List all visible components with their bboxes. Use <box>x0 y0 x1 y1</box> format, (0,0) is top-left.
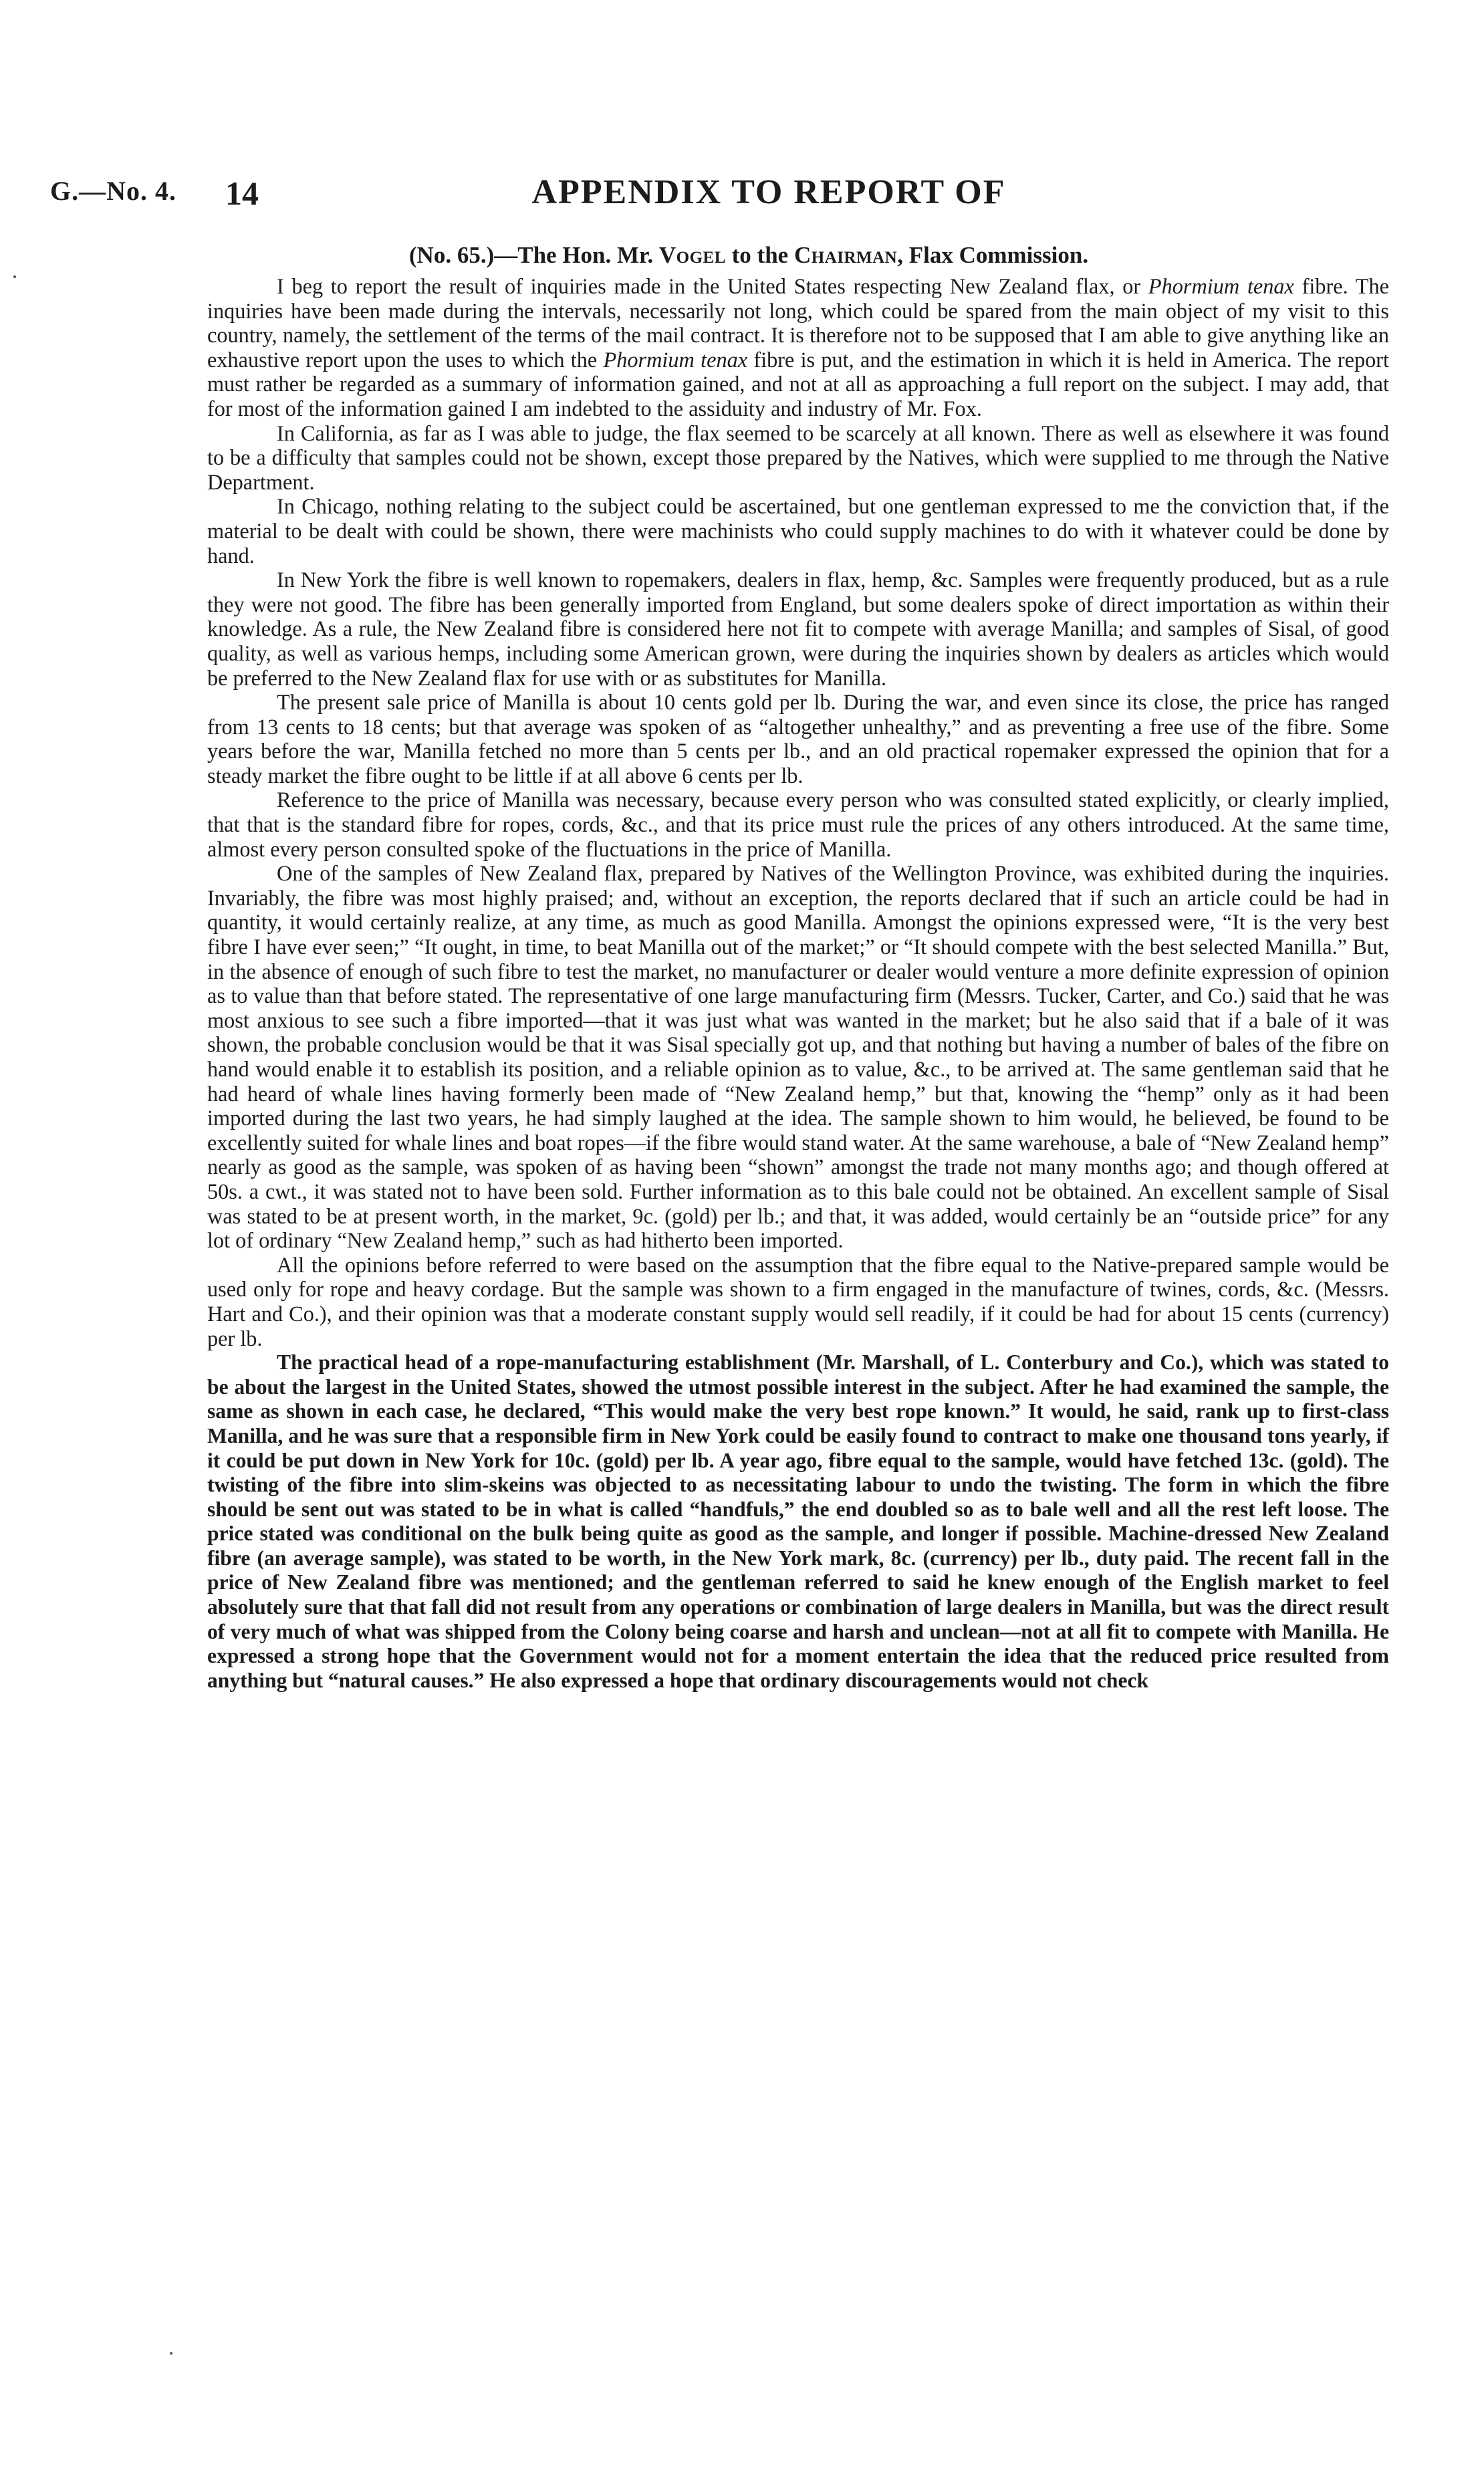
paragraph-4: In New York the fibre is well known to ropemakers, dealers in flax, hemp, &c. Samples were frequently produced, but as a rule they were not good. The fibre has been generally imported from England, but some dealers spoke of direct importation as within their knowledge. As a rule, the New Zealand fibre is considered here not fit to compete with average Manilla; and samples of Sisal, of good quality, as well as various hemps, including some American grown, were during the inquiries shown by dealers as articles which would be preferred to the New Zealand flax for use with or as substitutes for Manilla. <box>207 568 1389 690</box>
scan-speck <box>13 275 16 278</box>
paragraph-1-part-c: fibre. The inquiries have been made during the intervals, necessarily not long, which could be spared from the main object of my visit to this country, namely, the settlement of the terms of the mail contract. It is therefore not to be supposed that I am able to give anything like an exhaustive report upon the uses to which the <box>207 274 1389 372</box>
letter-heading <box>0 242 1484 269</box>
paragraph-2: In California, as far as I was able to judge, the flax seemed to be scarcely at all known. There as well as elsewhere it was found to be a difficulty that samples could not be shown, except those prepared by the Natives, which were supplied to me through the Native Department. <box>207 421 1389 494</box>
letter-heading-middle: to the <box>725 242 794 268</box>
paragraph-1-part-a: I beg to report the result of inquiries made in the United States respecting New Zealand flax, or <box>277 274 1148 298</box>
species-name: Phormium tenax <box>1148 274 1294 298</box>
letter-sender: Vogel <box>658 242 726 268</box>
scan-speck <box>170 2352 172 2355</box>
paragraph-5: The present sale price of Manilla is about 10 cents gold per lb. During the war, and even since its close, the price has ranged from 13 cents to 18 cents; but that average was spoken of as “altogether unhealthy,” and as preventing a free use of the fibre. Some years before the war, Manilla fetched no more than 5 cents per lb., and an old practical ropemaker expressed the opinion that for a steady market the fibre ought to be little if at all above 6 cents per lb. <box>207 690 1389 788</box>
letter-heading-suffix: , Flax Commission. <box>897 242 1089 268</box>
letter-body <box>207 274 1389 1693</box>
paragraph-8: All the opinions before referred to were based on the assumption that the fibre equal to the Native-prepared sample would be used only for rope and heavy cordage. But the sample was shown to a firm engaged in the manufacture of twines, cords, &c. (Messrs. Hart and Co.), and their opinion was that a moderate constant supply would sell readily, if it could be had for about 15 cents (currency) per lb. <box>207 1252 1389 1350</box>
page-title: APPENDIX TO REPORT OF <box>531 173 1006 211</box>
paragraph-6: Reference to the price of Manilla was necessary, because every person who was consulted stated explicitly, or clearly implied, that that is the standard fibre for ropes, cords, &c., and that its price must rule the prices of any others introduced. At the same time, almost every person consulted spoke of the fluctuations in the price of Manilla. <box>207 788 1389 861</box>
letter-heading-prefix: (No. 65.)—The Hon. Mr. <box>408 242 659 268</box>
paragraph-1-part-e: fibre is put, and the estimation in which it is held in America. The report must rather be regarded as a summary of information gained, and not at all as approaching a full report on the subject. I may add, that for most of the information gained I am indebted to the assiduity and industry of Mr. Fox. <box>207 347 1389 421</box>
paragraph-3: In Chicago, nothing relating to the subject could be ascertained, but one gentleman expressed to me the conviction that, if the material to be dealt with could be shown, there were machinists who could supply machines to do with it whatever could be done by hand. <box>207 494 1389 568</box>
paragraph-7: One of the samples of New Zealand flax, prepared by Natives of the Wellington Province, was exhibited during the inquiries. Invariably, the fibre was most highly praised; and, without an exception, the reports declared that if such an article could be had in quantity, it would certainly realize, at any time, as much as good Manilla. Amongst the opinions expressed were, “It is the very best fibre I have ever seen;” “It ought, in time, to beat Manilla out of the market;” or “It should compete with the best selected Manilla.” But, in the absence of enough of such fibre to test the market, no manufacturer or dealer would venture a more definite expression of opinion as to value than that before stated. The representative of one large manufacturing firm (Messrs. Tucker, Carter, and Co.) said that he was most anxious to see such a fibre imported—that it was just what was wanted in the market; but he also said that if a bale of it was shown, the probable conclusion would be that it was Sisal specially got up, and that nothing but having a number of bales of the fibre on hand would enable it to establish its position, and a reliable opinion as to value, &c., to be arrived at. The same gentleman said that he had heard of whale lines having formerly been made of “New Zealand hemp,” but that, knowing the “hemp” only as it had been imported during the last two years, he had simply laughed at the idea. The sample shown to him would, he believed, be found to be excellently suited for whale lines and boat ropes—if the fibre would stand water. At the same warehouse, a bale of “New Zealand hemp” nearly as good as the sample, was spoken of as having been “shown” amongst the trade not many months ago; and though offered at 50s. a cwt., it was stated not to have been sold. Further information as to this bale could not be obtained. An excellent sample of Sisal was stated to be at present worth, in the market, 9c. (gold) per lb.; and that, it was added, would certainly be an “outside price” for any lot of ordinary “New Zealand hemp,” such as had hitherto been imported. <box>207 861 1389 1253</box>
paragraph-9: The practical head of a rope-manufacturing establishment (Mr. Marshall, of L. Conterbury and Co.), which was stated to be about the largest in the United States, showed the utmost possible interest in the subject. After he had examined the sample, the same as shown in each case, he declared, “This would make the very best rope known.” It would, he said, rank up to first-class Manilla, and he was sure that a responsible firm in New York could be easily found to contract to make one thousand tons yearly, if it could be put down in New York for 10c. (gold) per lb. A year ago, fibre equal to the sample, would have fetched 13c. (gold). The twisting of the fibre into slim-skeins was objected to as necessitating labour to undo the twisting. The form in which the fibre should be sent out was stated to be in what is called “handfuls,” the end doubled so as to bale well and all the rest left loose. The price stated was conditional on the bulk being quite as good as the sample, and longer if possible. Machine-dressed New Zealand fibre (an average sample), was stated to be worth, in the New York mark, 8c. (currency) per lb., duty paid. The recent fall in the price of New Zealand fibre was mentioned; and the gentleman referred to said he knew enough of the English market to feel absolutely sure that that fall did not result from any operations or combination of large dealers in Manilla, but was the direct result of very much of what was shipped from the Colony being coarse and harsh and unclean—not at all fit to compete with Manilla. He expressed a strong hope that the Government would not for a moment entertain the idea that the reduced price resulted from anything but “natural causes.” He also expressed a hope that ordinary discouragements would not check <box>207 1350 1389 1692</box>
running-head <box>50 175 1374 215</box>
species-name: Phormium tenax <box>603 347 748 372</box>
document-reference: G.—No. 4. <box>50 176 176 206</box>
page-number: 14 <box>225 174 259 212</box>
paragraph-1 <box>207 274 1389 421</box>
letter-recipient: Chairman <box>793 242 898 268</box>
